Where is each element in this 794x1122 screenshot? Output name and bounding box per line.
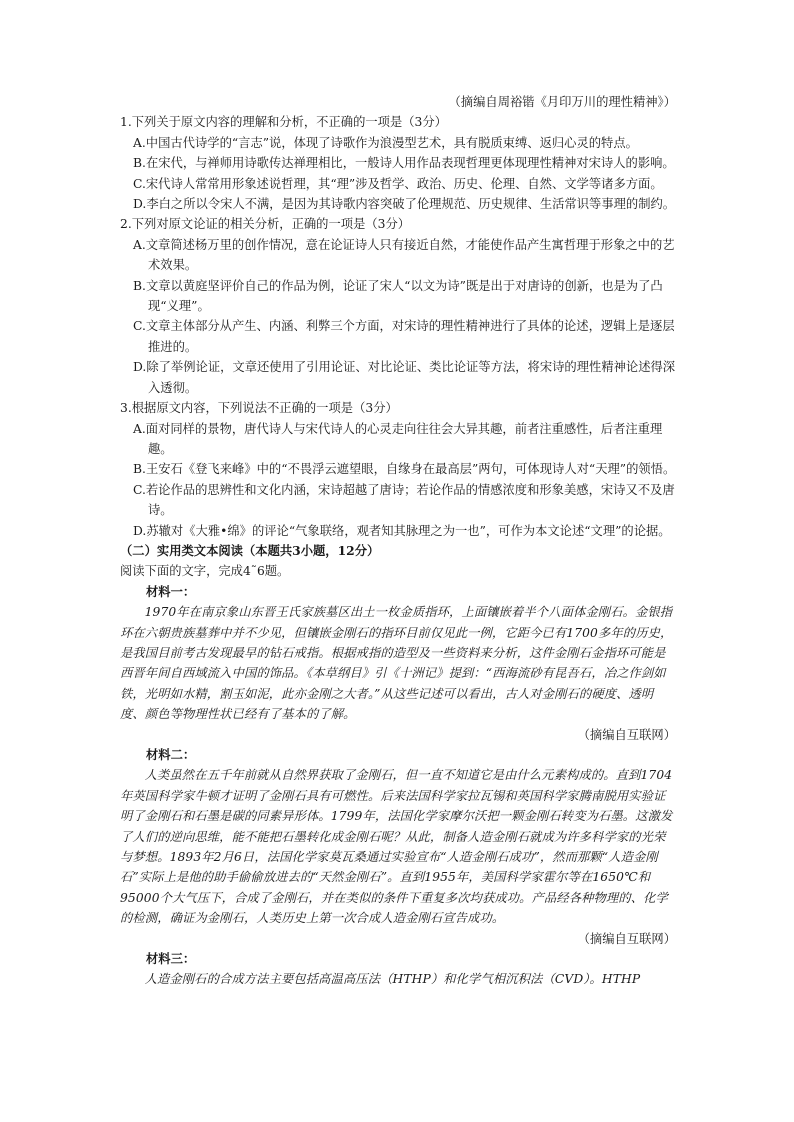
question-3 [120, 398, 676, 541]
section-title: （二）实用类文本阅读（本题共3小题，12分） [120, 542, 380, 558]
question-stem: 2.下列对原文论证的相关分析，正确的一项是（3分） [120, 217, 411, 232]
option-c: C.若论作品的思辨性和文化内涵，宋诗超越了唐诗；若论作品的情感浓度和形象美感，宋诗又不及唐诗。 [133, 482, 675, 518]
option-b: B.王安石《登飞来峰》中的“不畏浮云遮望眼，自缘身在最高层”两句，可体现诗人对“天理”的领悟。 [133, 462, 676, 477]
material-text: 人造金刚石的合成方法主要包括高温高压法（HTHP）和化学气相沉积法（CVD）。HTHP [144, 972, 641, 987]
material-1 [120, 582, 676, 745]
section-instruction: 阅读下面的文字，完成4˜6题。 [120, 564, 290, 579]
material-title: 材料二： [146, 747, 196, 762]
material-text: 人类虽然在五千年前就从自然界获取了金刚石，但一直不知道它是由什么元素构成的。直到1704年英国科学家牛顿才证明了金刚石具有可燃性。后来法国科学家拉瓦锡和英国科学家腾南脱用实验证明了金刚石和石墨是碳的同素异形体。1799年，法国化学家摩尔沃把一颗金刚石转变为石墨。这激发了人们的逆向思维，能不能把石墨转化成金刚石呢？从此，制备人造金刚石就成为许多科学家的光荣与梦想。1893年2月6日，法国化学家莫瓦桑通过实验宣布“人造金刚石成功”，然而那颗“人造金刚石”实际上是他的助手偷偷放进去的“天然金刚石”。直到1955年，美国科学家霍尔等在1650℃和95000个大气压下，合成了金刚石，并在类似的条件下重复多次均获成功。产品经各种物理的、化学的检测，确证为金刚石，人类历史上第一次合成人造金刚石宣告成功。 [120, 768, 673, 926]
material-source: （摘编自互联网） [577, 931, 676, 946]
source-citation: （摘编自周裕锴《月印万川的理性精神》） [448, 95, 676, 109]
question-2 [120, 214, 676, 398]
page-content [120, 92, 676, 990]
question-stem: 3.根据原文内容，下列说法不正确的一项是（3分） [120, 401, 398, 416]
option-a: A.面对同样的景物，唐代诗人与宋代诗人的心灵走向往往会大异其趣，前者注重感性，后者注重理趣。 [133, 421, 663, 456]
option-d: D.李白之所以令宋人不满，是因为其诗歌内容突破了伦理规范、历史规律、生活常识等事理的制约。 [133, 197, 676, 212]
option-d: D.除了举例论证，文章还使用了引用论证、对比论证、类比论证等方法，将宋诗的理性精神论述得深入透彻。 [133, 360, 676, 395]
material-source: （摘编自互联网） [577, 727, 676, 742]
question-stem: 1.下列关于原文内容的理解和分析，不正确的一项是（3分） [120, 115, 447, 130]
option-a: A.中国古代诗学的“言志”说，体现了诗歌作为浪漫型艺术，具有脱质束缚、返归心灵的特点。 [133, 135, 638, 150]
option-d: D.苏辙对《大雅•绵》的评论“气象联络，观者知其脉理之为一也”，可作为本文论述“文理”的论据。 [133, 523, 671, 538]
option-c: C.宋代诗人常常用形象述说哲理，其“理”涉及哲学、政治、历史、伦理、自然、文学等诸多方面。 [133, 176, 663, 191]
option-b: B.在宋代，与禅师用诗歌传达禅理相比，一般诗人用作品表现哲理更体现理性精神对宋诗人的影响。 [133, 156, 675, 171]
material-2 [120, 745, 676, 949]
material-title: 材料一： [146, 583, 196, 599]
question-1 [120, 112, 676, 214]
option-c: C.文章主体部分从产生、内涵、利弊三个方面，对宋诗的理性精神进行了具体的论述，逻辑上是逐层推进的。 [133, 319, 675, 354]
option-a: A.文章简述杨万里的创作情况，意在论证诗人只有接近自然，才能使作品产生寓哲理于形象之中的艺术效果。 [133, 237, 675, 273]
material-3 [120, 949, 676, 990]
option-b: B.文章以黄庭坚评价自己的作品为例，论证了宋人“以文为诗”既是出于对唐诗的创新，也是为了凸现“义理”。 [133, 278, 663, 314]
material-title: 材料三： [146, 951, 196, 967]
material-text: 1970年在南京象山东晋王氏家族墓区出土一枚金质指环，上面镶嵌着半个八面体金刚石。金银指环在六朝贵族墓葬中并不少见，但镶嵌金刚石的指环目前仅见此一例，它距今已有1700多年的历史，是我国目前考古发现最早的钻石戒指。根据戒指的造型及一些资料来分析，这件金刚石金指环可能是西晋年间自西域流入中国的饰品。《本草纲目》引《十洲记》提到：“西海流砂有昆吾石，冶之作剑如铁，光明如水精，割玉如泥，此亦金刚之大者。”从这些记述可以看出，古人对金刚石的硬度、透明度、颜色等物理性状已经有了基本的了解。 [120, 605, 673, 722]
